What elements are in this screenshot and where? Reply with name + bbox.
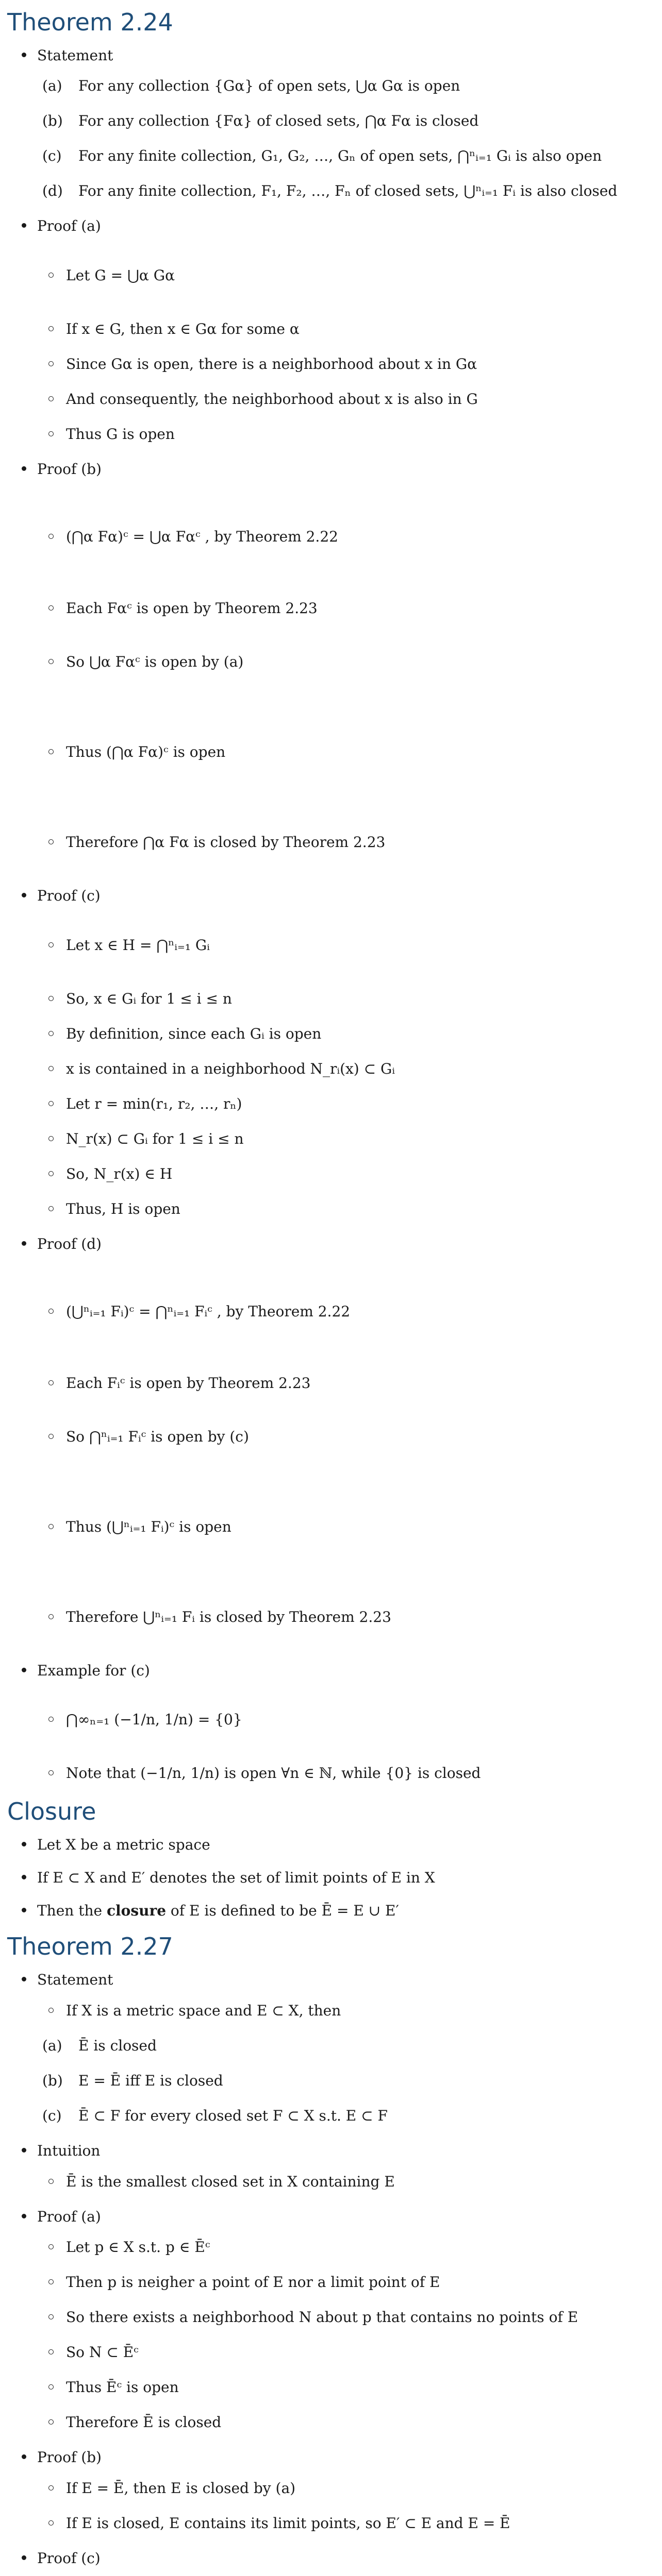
list-item — [7, 1970, 656, 2126]
item-text: Then p is neigher a point of E nor a limit point of E — [66, 2274, 440, 2291]
item-text: For any collection {Gα} of open sets, ⋃α Gα is open — [78, 77, 460, 95]
item-text: So, x ∈ Gᵢ for 1 ≤ i ≤ n — [66, 990, 232, 1007]
text-post: of E is defined to be Ē = E ∪ E′ — [166, 1902, 399, 1919]
sub-item — [37, 425, 656, 444]
item-label: (c) — [42, 147, 62, 165]
list-item — [7, 1901, 656, 1921]
sub-item — [37, 814, 656, 871]
item-heading: Proof (c) — [37, 887, 101, 904]
lettered-list — [37, 2036, 656, 2126]
sub-item — [37, 634, 656, 690]
item-text: Note that (−1/n, 1/n) is open ∀n ∈ ℕ, while {0} is closed — [66, 1765, 481, 1782]
item-text: If E = Ē, then E is closed by (a) — [66, 2480, 296, 2497]
sub-item — [37, 2514, 656, 2533]
item-text: ⋂∞ₙ₌₁ (−1/n, 1/n) = {0} — [66, 1711, 242, 1728]
sub-item — [37, 1129, 656, 1149]
sub-item — [37, 2036, 656, 2056]
list-item — [7, 2141, 656, 2192]
item-text: If X is a metric space and E ⊂ X, then — [66, 2002, 341, 2019]
section-title: Theorem 2.27 — [7, 1933, 173, 1961]
list-item — [7, 1868, 656, 1888]
sub-list — [37, 2479, 656, 2533]
sub-list — [37, 2172, 656, 2192]
item-heading: If E ⊂ X and E′ denotes the set of limit points of E in X — [37, 1869, 435, 1886]
item-text: Let G = ⋃α Gα — [66, 267, 175, 284]
sub-item — [37, 599, 656, 618]
item-text: Thus Ēᶜ is open — [66, 2379, 179, 2396]
sub-item — [37, 2378, 656, 2397]
list-item — [7, 460, 656, 871]
sub-item — [37, 1589, 656, 1646]
item-text: (⋂α Fα)ᶜ = ⋃α Fαᶜ , by Theorem 2.22 — [66, 528, 338, 546]
item-heading: Statement — [37, 46, 113, 64]
sub-item — [37, 1059, 656, 1079]
list-item — [7, 1835, 656, 1855]
item-text: Ē ⊂ F for every closed set F ⊂ X s.t. E ⊂ F — [78, 2107, 388, 2124]
item-heading: Proof (b) — [37, 461, 102, 478]
item-text: And consequently, the neighborhood about x is also in G — [66, 391, 478, 408]
sub-item — [37, 247, 656, 304]
item-text: If E is closed, E contains its limit points, so E′ ⊂ E and E = Ē — [66, 2515, 510, 2532]
item-text: For any finite collection, G₁, G₂, …, Gₙ of open sets, ⋂ⁿᵢ₌₁ Gᵢ is also open — [78, 147, 602, 165]
item-text: For any collection {Fα} of closed sets, ⋂α Fα is closed — [78, 112, 479, 130]
sub-item — [37, 146, 656, 166]
section-list — [7, 46, 656, 1784]
sub-item — [37, 2273, 656, 2292]
item-label: (c) — [42, 2107, 62, 2124]
item-text: E = Ē iff E is closed — [78, 2072, 223, 2089]
list-item — [7, 2549, 656, 2576]
sub-item — [37, 2479, 656, 2498]
lettered-list — [37, 76, 656, 201]
sub-item — [37, 1164, 656, 1184]
item-text: Thus (⋃ⁿᵢ₌₁ Fᵢ)ᶜ is open — [66, 1518, 231, 1535]
item-text: Thus, H is open — [66, 1200, 180, 1217]
sub-item — [37, 1764, 656, 1783]
item-text: Since Gα is open, there is a neighborhood about x in Gα — [66, 355, 477, 373]
item-text: Therefore ⋃ⁿᵢ₌₁ Fᵢ is closed by Theorem 2.23 — [66, 1608, 391, 1625]
sub-item — [37, 2172, 656, 2192]
sub-item — [37, 319, 656, 339]
item-text: (⋃ⁿᵢ₌₁ Fᵢ)ᶜ = ⋂ⁿᵢ₌₁ Fᵢᶜ , by Theorem 2.22 — [66, 1302, 351, 1320]
item-heading: Let X be a metric space — [37, 1836, 210, 1853]
sub-item — [37, 2308, 656, 2327]
list-item — [7, 2207, 656, 2433]
sub-list — [37, 1691, 656, 1783]
item-text: So N ⊂ Ēᶜ — [66, 2344, 139, 2361]
item-text: So there exists a neighborhood N about p that contains no points of E — [66, 2309, 578, 2326]
sub-item — [37, 2413, 656, 2432]
item-label: (b) — [42, 2072, 63, 2089]
section-list — [7, 1835, 656, 1920]
item-heading: Proof (c) — [37, 2550, 101, 2567]
item-text: So, N_r(x) ∈ H — [66, 1165, 173, 1182]
item-text: N_r(x) ⊂ Gᵢ for 1 ≤ i ≤ n — [66, 1130, 244, 1147]
item-label: (d) — [42, 182, 63, 200]
item-heading: Proof (a) — [37, 2208, 101, 2225]
list-item — [7, 1234, 656, 1646]
sub-list — [37, 2238, 656, 2432]
item-label: (a) — [42, 77, 62, 95]
list-item — [7, 2448, 656, 2533]
section-title: Closure — [7, 1798, 96, 1826]
sub-item — [37, 917, 656, 974]
section-title: Theorem 2.24 — [7, 8, 173, 36]
item-heading: Intuition — [37, 2142, 101, 2159]
item-text: x is contained in a neighborhood N_rᵢ(x) ⊂ Gᵢ — [66, 1060, 395, 1077]
sub-item — [37, 1481, 656, 1573]
list-item — [7, 46, 656, 201]
item-text: Let x ∈ H = ⋂ⁿᵢ₌₁ Gᵢ — [66, 936, 210, 954]
item-text: Let r = min(r₁, r₂, …, rₙ) — [66, 1095, 242, 1112]
sub-item — [37, 1374, 656, 1393]
list-item — [7, 886, 656, 1219]
sub-item — [37, 2238, 656, 2257]
sub-item — [37, 354, 656, 374]
text-pre: Then the — [37, 1902, 107, 1919]
item-text: By definition, since each Gᵢ is open — [66, 1025, 322, 1042]
item-heading: Proof (d) — [37, 1235, 102, 1252]
item-label: (b) — [42, 112, 63, 130]
sub-item — [37, 111, 656, 131]
item-text: Therefore ⋂α Fα is closed by Theorem 2.23 — [66, 834, 386, 851]
item-text: So ⋂ⁿᵢ₌₁ Fᵢᶜ is open by (c) — [66, 1428, 249, 1445]
item-text: Ē is closed — [78, 2037, 157, 2054]
sub-item — [37, 1094, 656, 1114]
sub-item — [37, 2071, 656, 2091]
sub-item — [37, 389, 656, 409]
sub-item — [37, 2001, 656, 2021]
list-item — [7, 216, 656, 444]
item-text: Thus (⋂α Fα)ᶜ is open — [66, 743, 226, 761]
section-list — [7, 1970, 656, 2576]
sub-item — [37, 1265, 656, 1358]
sub-list — [37, 1265, 656, 1646]
sub-list — [37, 490, 656, 871]
defined-term: closure — [106, 1902, 167, 1919]
item-heading: Example for (c) — [37, 1662, 150, 1679]
sub-item — [37, 706, 656, 799]
sub-item — [37, 1199, 656, 1219]
item-text: So ⋃α Fαᶜ is open by (a) — [66, 653, 244, 671]
sub-item — [37, 1024, 656, 1044]
item-text: For any finite collection, F₁, F₂, …, Fₙ of closed sets, ⋃ⁿᵢ₌₁ Fᵢ is also closed — [78, 182, 618, 200]
item-heading: Statement — [37, 1971, 113, 1988]
sub-item — [37, 1409, 656, 1465]
item-text: Let p ∈ X s.t. p ∈ Ēᶜ — [66, 2239, 210, 2256]
definition-text — [37, 1901, 656, 1921]
sub-item — [37, 181, 656, 201]
item-text: Ē is the smallest closed set in X containing E — [66, 2173, 395, 2190]
sub-item — [37, 76, 656, 96]
sub-list — [37, 247, 656, 444]
sub-list — [37, 2001, 656, 2021]
item-text: Each Fαᶜ is open by Theorem 2.23 — [66, 600, 318, 617]
item-text: Each Fᵢᶜ is open by Theorem 2.23 — [66, 1374, 311, 1392]
list-item — [7, 1661, 656, 1784]
sub-item — [37, 1691, 656, 1748]
sub-item — [37, 2106, 656, 2126]
item-heading: Proof (b) — [37, 2449, 102, 2466]
item-text: If x ∈ G, then x ∈ Gα for some α — [66, 320, 300, 338]
item-label: (a) — [42, 2037, 62, 2054]
sub-item — [37, 2343, 656, 2362]
item-text: Therefore Ē is closed — [66, 2414, 222, 2431]
sub-item — [37, 989, 656, 1009]
item-text: Thus G is open — [66, 426, 175, 443]
sub-list — [37, 917, 656, 1219]
item-heading: Proof (a) — [37, 217, 101, 235]
sub-item — [37, 490, 656, 583]
